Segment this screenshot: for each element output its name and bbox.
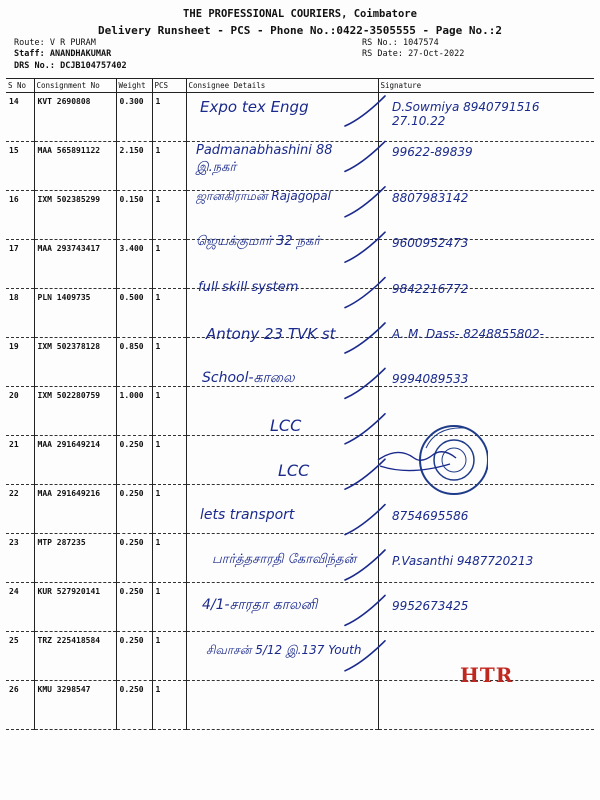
rs-date-label: RS Date:: [362, 49, 403, 59]
handwritten-signature: P.Vasanthi 9487720213: [392, 554, 534, 568]
handwritten-signature: 9600952473: [392, 236, 469, 251]
handwritten-signature: 8754695586: [392, 508, 469, 523]
cell-weight: 3.400: [116, 240, 152, 289]
cell-sno: 23: [6, 534, 34, 583]
staff-value: ANANDHAKUMAR: [49, 49, 112, 59]
handwritten-consignee-details: School-காலை: [202, 370, 295, 387]
cell-sno: 25: [6, 632, 34, 681]
handwritten-consignee-details: Padmanabhashini 88 இ.நகர்: [196, 143, 333, 175]
staff-label: Staff:: [14, 49, 45, 59]
col-weight: Weight: [116, 79, 152, 93]
cell-consignment: MTP 287235: [34, 534, 116, 583]
pen-stroke: [345, 550, 385, 580]
cell-sno: 24: [6, 583, 34, 632]
cell-consignment: MAA 291649214: [34, 436, 116, 485]
handwritten-consignee-details: 4/1-சாரதா காலனி: [202, 597, 318, 614]
cell-consignment: IXM 502378128: [34, 338, 116, 387]
cell-consignment: MAA 293743417: [34, 240, 116, 289]
cell-consignment: PLN 1409735: [34, 289, 116, 338]
handwritten-consignee-details: ஜானகிராமன் Rajagopal: [196, 188, 331, 203]
cell-pcs: 1: [152, 93, 186, 142]
cell-consignment: TRZ 225418584: [34, 632, 116, 681]
cell-sno: 22: [6, 485, 34, 534]
cell-consignment: MAA 291649216: [34, 485, 116, 534]
runsheet-subtitle: Delivery Runsheet - PCS - Phone No.:0422-3505555 - Page No.:2: [98, 24, 502, 37]
cell-sno: 15: [6, 142, 34, 191]
handwritten-consignee-details: சிவாசன் 5/12 இ.137 Youth: [206, 642, 362, 657]
handwritten-signature: 99622-89839: [392, 145, 473, 160]
col-pcs: PCS: [152, 79, 186, 93]
cell-pcs: 1: [152, 338, 186, 387]
cell-pcs: 1: [152, 387, 186, 436]
cell-weight: 0.250: [116, 632, 152, 681]
cell-consignment: IXM 502280759: [34, 387, 116, 436]
cell-consignment: MAA 565891122: [34, 142, 116, 191]
cell-consignment: IXM 502385299: [34, 191, 116, 240]
handwritten-consignee-details: பார்த்தசாரதி கோவிந்தன்: [212, 552, 357, 567]
handwritten-consignee-details: Expo tex Engg: [200, 98, 309, 116]
cell-weight: 0.300: [116, 93, 152, 142]
pen-stroke: [345, 187, 385, 217]
cell-sno: 16: [6, 191, 34, 240]
cell-pcs: 1: [152, 485, 186, 534]
pen-stroke: [345, 278, 385, 308]
route-label: Route:: [14, 38, 45, 48]
pen-stroke: [345, 141, 385, 171]
handwritten-signature: 9842216772: [392, 281, 469, 296]
cell-consignment: KVT 2690808: [34, 93, 116, 142]
pen-stroke: [345, 641, 385, 671]
handwritten-signature: 9994089533: [392, 372, 469, 387]
handwritten-signature: 9952673425: [392, 599, 469, 614]
cell-weight: 0.250: [116, 681, 152, 730]
cell-pcs: 1: [152, 632, 186, 681]
pen-stroke: [345, 368, 385, 398]
cell-sno: 19: [6, 338, 34, 387]
cell-weight: 0.150: [116, 191, 152, 240]
pen-stroke: [345, 459, 385, 489]
company-title: THE PROFESSIONAL COURIERS, Coimbatore: [183, 8, 417, 20]
drs-label: DRS No.:: [14, 61, 55, 71]
cell-weight: 2.150: [116, 142, 152, 191]
htr-rubber-stamp: HTR: [460, 663, 514, 687]
cell-pcs: 1: [152, 191, 186, 240]
cell-weight: 0.250: [116, 583, 152, 632]
cell-sno: 26: [6, 681, 34, 730]
col-consignment: Consignment No: [34, 79, 116, 93]
cell-pcs: 1: [152, 142, 186, 191]
col-sno: S No: [6, 79, 34, 93]
cell-sno: 20: [6, 387, 34, 436]
cell-weight: 0.250: [116, 534, 152, 583]
handwritten-consignee-details: full skill system: [198, 279, 299, 295]
col-details: Consignee Details: [186, 79, 378, 93]
handwritten-consignee-details: ஜெயக்குமார் 32 நகர்: [196, 234, 321, 250]
cell-weight: 1.000: [116, 387, 152, 436]
pen-stroke: [345, 323, 385, 353]
handwritten-consignee-details: LCC: [270, 415, 302, 435]
cell-pcs: 1: [152, 289, 186, 338]
pen-stroke: [345, 505, 385, 535]
cell-sno: 21: [6, 436, 34, 485]
cell-sno: 17: [6, 240, 34, 289]
handwritten-signature: A. M. Dass- 8248855802-: [392, 327, 544, 341]
cell-weight: 0.250: [116, 436, 152, 485]
drs-value: DCJB104757402: [60, 61, 127, 71]
cell-pcs: 1: [152, 681, 186, 730]
cell-pcs: 1: [152, 436, 186, 485]
cell-pcs: 1: [152, 534, 186, 583]
pen-stroke: [345, 232, 385, 262]
rs-date-value: 27-Oct-2022: [408, 49, 465, 59]
cell-pcs: 1: [152, 583, 186, 632]
handwritten-consignee-details: Antony 23 TVK st: [206, 325, 336, 343]
route-value: V R PURAM: [49, 38, 96, 48]
rs-no-value: 1047574: [402, 38, 439, 48]
cell-weight: 0.500: [116, 289, 152, 338]
cell-weight: 0.250: [116, 485, 152, 534]
cell-pcs: 1: [152, 240, 186, 289]
pen-stroke: [345, 96, 385, 126]
handwritten-consignee-details: LCC: [278, 461, 310, 481]
rs-no-label: RS No.:: [362, 38, 398, 48]
col-signature: Signature: [378, 79, 594, 93]
cell-consignment: KUR 527920141: [34, 583, 116, 632]
handwritten-signature: 8807983142: [392, 190, 469, 205]
pen-stroke: [345, 414, 385, 444]
cell-weight: 0.850: [116, 338, 152, 387]
cell-consignment: KMU 3298547: [34, 681, 116, 730]
handwritten-signature: D.Sowmiya 8940791516 27.10.22: [392, 100, 540, 129]
pen-stroke: [345, 595, 385, 625]
handwritten-consignee-details: lets transport: [200, 506, 295, 523]
cell-sno: 14: [6, 93, 34, 142]
cell-sno: 18: [6, 289, 34, 338]
